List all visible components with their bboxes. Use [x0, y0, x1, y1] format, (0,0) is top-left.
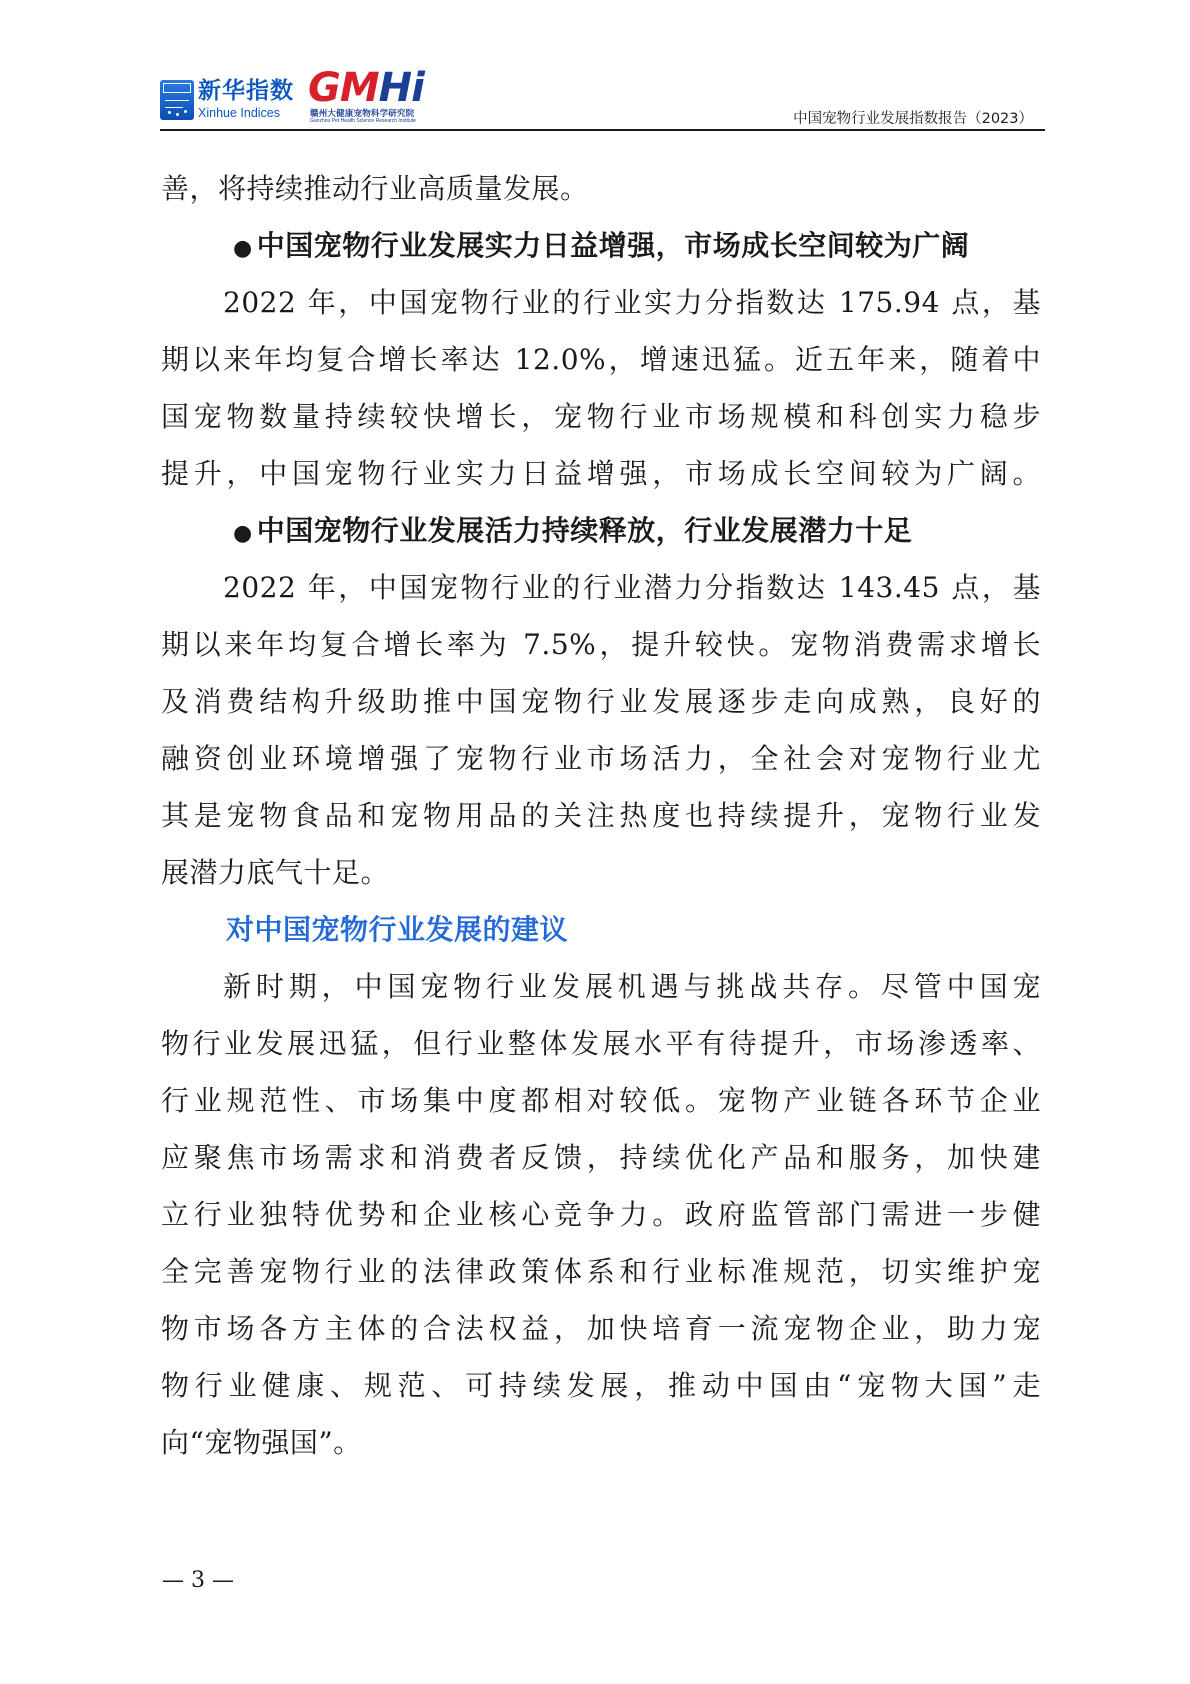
- gmi-logo-cn-text: 赣州大健康宠物科学研究院: [310, 109, 415, 119]
- gmi-logo-en-text: Ganzhou Pet Health Science Research Institute: [310, 118, 416, 124]
- paragraph-line: 物市场各方主体的合法权益，加快培育一流宠物企业，助力宠: [161, 1312, 1041, 1345]
- gmi-logo-word: [308, 65, 424, 111]
- xinhua-logo-en-text: Xinhue Indices: [198, 106, 281, 121]
- bullet-heading-text: 中国宠物行业发展活力持续释放，行业发展潜力十足: [256, 514, 913, 547]
- bullet-dot-icon: ●: [233, 236, 253, 261]
- paragraph-line: 期以来年均复合增长率为 7.5%，提升较快。宠物消费需求增长: [161, 628, 1041, 661]
- paragraph-line: 全完善宠物行业的法律政策体系和行业标准规范，切实维护宠: [161, 1255, 1041, 1288]
- paragraph-line: 展潜力底气十足。: [161, 856, 390, 889]
- page-header: [160, 65, 1045, 130]
- paragraph-line: 2022 年，中国宠物行业的行业潜力分指数达 143.45 点，基: [223, 571, 1041, 604]
- header-divider: [160, 129, 1045, 131]
- paragraph-line: 及消费结构升级助推中国宠物行业发展逐步走向成熟，良好的: [161, 685, 1041, 718]
- paragraph-line: 国宠物数量持续较快增长，宠物行业市场规模和科创实力稳步: [161, 400, 1041, 433]
- paragraph-line: 融资创业环境增强了宠物行业市场活力，全社会对宠物行业尤: [161, 742, 1041, 775]
- section-heading-suggestions: 对中国宠物行业发展的建议: [226, 913, 569, 946]
- bullet-heading-strength: [161, 217, 1041, 274]
- xinhua-logo-cn-text: 新华指数: [198, 78, 294, 105]
- paragraph-line: 提升，中国宠物行业实力日益增强，市场成长空间较为广阔。: [161, 457, 1041, 490]
- document-body: [161, 160, 1041, 1471]
- gmi-logo-hi: Hi: [378, 65, 424, 111]
- bullet-heading-vitality: [161, 502, 1041, 559]
- gmi-logo: [308, 65, 438, 126]
- paragraph-line: 新时期，中国宠物行业发展机遇与挑战共存。尽管中国宠: [223, 970, 1041, 1003]
- paragraph-line: 善，将持续推动行业高质量发展。: [161, 172, 589, 205]
- page-number: — 3 —: [162, 1568, 234, 1593]
- paragraph-line: 物行业健康、规范、可持续发展，推动中国由“宠物大国”走: [161, 1369, 1041, 1402]
- xinhua-indices-logo: [160, 78, 294, 122]
- paragraph-line: 向“宠物强国”。: [161, 1426, 362, 1459]
- paragraph-line: 行业规范性、市场集中度都相对较低。宠物产业链各环节企业: [161, 1084, 1041, 1117]
- bullet-dot-icon: ●: [233, 521, 253, 546]
- xinhua-logo-mark-icon: [160, 80, 194, 120]
- gmi-logo-gm: GM: [308, 65, 379, 111]
- paragraph-line: 期以来年均复合增长率达 12.0%，增速迅猛。近五年来，随着中: [161, 343, 1041, 376]
- paragraph-line: 应聚焦市场需求和消费者反馈，持续优化产品和服务，加快建: [161, 1141, 1041, 1174]
- paragraph-line: 其是宠物食品和宠物用品的关注热度也持续提升，宠物行业发: [161, 799, 1041, 832]
- paragraph-line: 2022 年，中国宠物行业的行业实力分指数达 175.94 点，基: [223, 286, 1041, 319]
- bullet-heading-text: 中国宠物行业发展实力日益增强，市场成长空间较为广阔: [256, 229, 970, 262]
- paragraph-line: 物行业发展迅猛，但行业整体发展水平有待提升，市场渗透率、: [161, 1027, 1041, 1060]
- report-title: 中国宠物行业发展指数报告（2023）: [793, 111, 1033, 127]
- paragraph-line: 立行业独特优势和企业核心竞争力。政府监管部门需进一步健: [161, 1198, 1041, 1231]
